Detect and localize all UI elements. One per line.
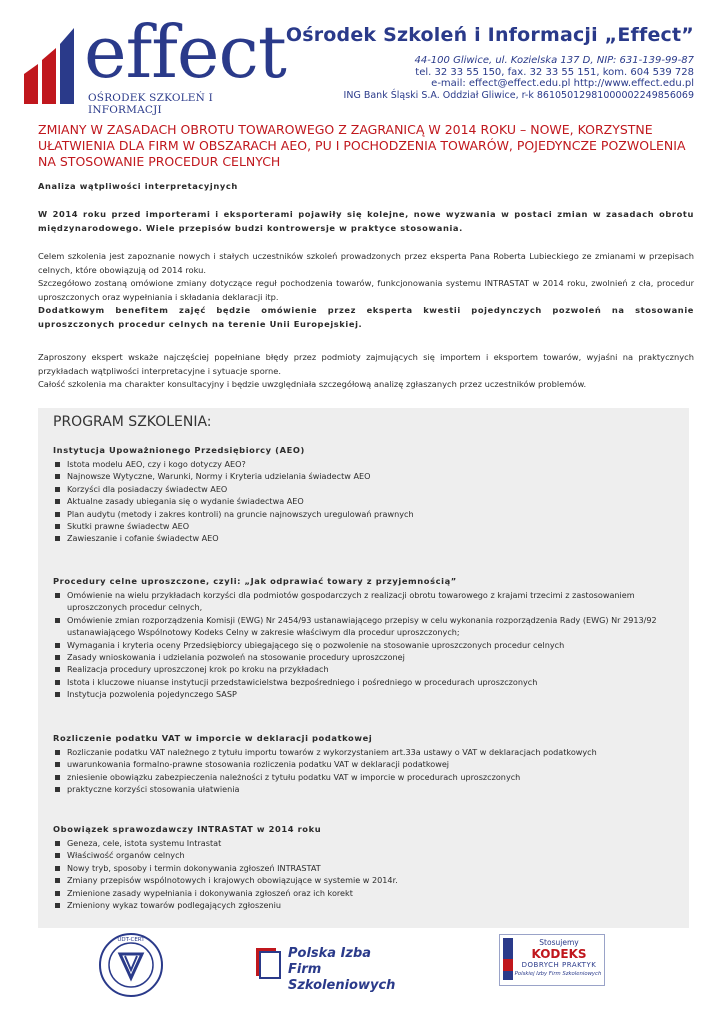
list-item: Właściwość organów celnych <box>53 849 678 861</box>
list-item: Najnowsze Wytyczne, Warunki, Normy i Kryteria udzielania świadectw AEO <box>53 470 678 482</box>
letterhead <box>0 0 724 116</box>
list-item: Geneza, cele, istota systemu Intrastat <box>53 837 678 849</box>
list-item: Omówienie zmian rozporządzenia Komisji (EWG) Nr 2454/93 ustanawiającego przepisy w celu wykonania rozporządzenia Rady (EWG) Nr 2913/92 ustanawiającego Wspólnotowy Kodeks Celny w zakresie właściwym dla procedur uproszczonych; <box>53 614 678 639</box>
intro-paragraph: Całość szkolenia ma charakter konsultacyjny i będzie uwzględniała szczegółową analizę zgłaszanych przez uczestników problemów. <box>38 379 587 389</box>
section-list <box>53 458 678 545</box>
section-heading: Instytucja Upoważnionego Przedsiębiorcy (AEO) <box>53 445 305 455</box>
cert-badge-text: UDT-CERT <box>117 937 145 943</box>
list-item: Rozliczanie podatku VAT należnego z tytułu importu towarów z wykorzystaniem art.33a ustawy o VAT w deklaracjach podatkowych <box>53 746 678 758</box>
section-aeo <box>53 445 678 545</box>
effect-logo <box>22 10 286 116</box>
document-title: ZMIANY W ZASADACH OBROTU TOWAROWEGO Z ZAGRANICĄ W 2014 ROKU – NOWE, KORZYSTNE UŁATWIENIA DLA FIRM W OBSZARACH AEO, PU I POCHODZENIA TOWARÓW, POJEDYNCZE POZWOLENIA NA STOSOWANIE PROCEDUR CELNYCH <box>38 122 686 169</box>
certification-seal-icon <box>98 932 164 998</box>
section-list <box>53 746 678 796</box>
section-heading: Rozliczenie podatku VAT w imporcie w deklaracji podatkowej <box>53 733 373 743</box>
kodeks-title: KODEKS <box>531 947 587 961</box>
list-item: Omówienie na wielu przykładach korzyści dla podmiotów gospodarczych z realizacji obrotu towarowego z krajami trzecimi z zastosowaniem uproszczonych procedur celnych, <box>53 589 678 614</box>
list-item: Realizacja procedury uproszczonej krok po kroku na przykładach <box>53 663 678 675</box>
email-website[interactable]: e-mail: effect@effect.edu.pl http://www.effect.edu.pl <box>431 78 694 89</box>
intro-paragraph: Szczegółowo zostaną omówione zmiany dotyczące reguł pochodzenia towarów, funkcjonowania systemu INTRASTAT w 2014 roku, zwolnień z cła, procedur uproszczonych oraz wypełniania i składania deklaracji itp. <box>38 278 694 302</box>
footer-logos <box>0 932 724 1024</box>
logo-bars-icon <box>22 24 92 110</box>
section-heading: Procedury celne uproszczone, czyli: „Jak odprawiać towary z przyjemnością” <box>53 576 457 586</box>
intro-paragraphs-2 <box>38 351 694 392</box>
kodeks-flag-accent <box>503 959 513 971</box>
list-item: Skutki prawne świadectw AEO <box>53 520 678 532</box>
kodeks-line: Polskiej Izby Firm Szkoleniowych <box>514 971 602 977</box>
address: 44-100 Gliwice, ul. Kozielska 137 D, NIP: 631-139-99-87 <box>414 55 694 66</box>
intro-benefit: Dodatkowym benefitem zajęć będzie omówienie przez eksperta kwestii pojedynczych pozwoleń na stosowanie uproszczonych procedur celnych na terenie Unii Europejskiej. <box>38 305 694 329</box>
list-item: Zasady wnioskowania i udzielania pozwoleń na stosowanie procedury uproszczonej <box>53 651 678 663</box>
intro-lead: W 2014 roku przed importerami i eksporterami pojawiły się kolejne, nowe wyzwania w postaci zmian w zasadach obrotu międzynarodowego. Wiele przepisów budzi kontrowersje w praktyce stosowania. <box>38 209 694 233</box>
section-customs-procedures <box>53 576 678 701</box>
list-item: Korzyści dla posiadaczy świadectw AEO <box>53 483 678 495</box>
organization-title: Ośrodek Szkoleń i Informacji „Effect” <box>285 24 694 46</box>
section-vat <box>53 733 678 796</box>
list-item: Istota i kluczowe niuanse instytucji przedstawicielstwa bezpośredniego i pośredniego w procedurach uproszczonych <box>53 676 678 688</box>
bank-account: ING Bank Śląski S.A. Oddział Gliwice, r-k 86105012981000002249856069 <box>343 89 694 101</box>
list-item: Zawieszanie i cofanie świadectw AEO <box>53 532 678 544</box>
kodeks-dobrych-praktyk-logo <box>499 934 605 986</box>
logo-subtitle: OŚRODEK SZKOLEŃ I INFORMACJI <box>88 92 213 116</box>
list-item: uwarunkowania formalno-prawne stosowania rozliczenia podatku VAT w deklaracji podatkowej <box>53 758 678 770</box>
logo-wordmark: effect <box>84 10 286 94</box>
phone-numbers: tel. 32 33 55 150, fax. 32 33 55 151, kom. 604 539 728 <box>415 66 694 78</box>
udt-cert-badge <box>98 932 164 998</box>
pifs-line: Firm Szkoleniowych <box>288 962 396 993</box>
section-heading: Obowiązek sprawozdawczy INTRASTAT w 2014 roku <box>53 824 322 834</box>
contact-block <box>344 55 694 101</box>
intro-paragraphs <box>38 250 694 331</box>
pifs-line: Polska Izba <box>288 946 372 961</box>
list-item: Istota modelu AEO, czy i kogo dotyczy AEO? <box>53 458 678 470</box>
intro-subtitle <box>38 180 694 194</box>
list-item: praktyczne korzyści stosowania ułatwienia <box>53 783 678 795</box>
list-item: Wymagania i kryteria oceny Przedsiębiorcy ubiegającego się o pozwolenie na stosowanie uproszczonych procedur celnych <box>53 639 678 651</box>
list-item: Instytucja pozwolenia pojedynczego SASP <box>53 688 678 700</box>
list-item: Zmienione zasady wypełniania i dokonywania zgłoszeń oraz ich korekt <box>53 887 678 899</box>
section-intrastat <box>53 824 678 911</box>
pifs-text <box>288 946 414 994</box>
kodeks-line: Stosujemy <box>539 938 579 947</box>
section-list <box>53 589 678 701</box>
section-list <box>53 837 678 911</box>
list-item: Zmiany przepisów wspólnotowych i krajowych obowiązujące w systemie w 2014r. <box>53 874 678 886</box>
pifs-logo <box>254 942 414 993</box>
intro-paragraph: Zaproszony ekspert wskaże najczęściej popełniane błędy przez podmioty zajmujących się importem i eksportem towarów, wyjaśni na praktycznych przykładach wątpliwości interpretacyjne i sytuacje sporne. <box>38 352 694 376</box>
program-panel <box>38 408 689 928</box>
analysis-subtitle: Analiza wątpliwości interpretacyjnych <box>38 181 238 191</box>
list-item: zniesienie obowiązku zabezpieczenia należności z tytułu podatku VAT w imporcie w procedurach uproszczonych <box>53 771 678 783</box>
program-title: PROGRAM SZKOLENIA: <box>53 414 212 430</box>
intro-lead-block <box>38 208 694 235</box>
list-item: Zmieniony wykaz towarów podlegających zgłoszeniu <box>53 899 678 911</box>
list-item: Nowy tryb, sposoby i termin dokonywania zgłoszeń INTRASTAT <box>53 862 678 874</box>
kodeks-line: DOBRYCH PRAKTYK <box>521 961 597 969</box>
list-item: Aktualne zasady ubiegania się o wydanie świadectwa AEO <box>53 495 678 507</box>
intro-paragraph: Celem szkolenia jest zapoznanie nowych i stałych uczestników szkoleń prowadzonych przez eksperta Pana Roberta Lubieckiego ze zmianami w przepisach celnych, które obowiązują od 2014 roku. <box>38 251 694 275</box>
pifs-book-icon <box>254 946 282 980</box>
list-item: Plan audytu (metody i zakres kontroli) na gruncie najnowszych uregulowań prawnych <box>53 508 678 520</box>
